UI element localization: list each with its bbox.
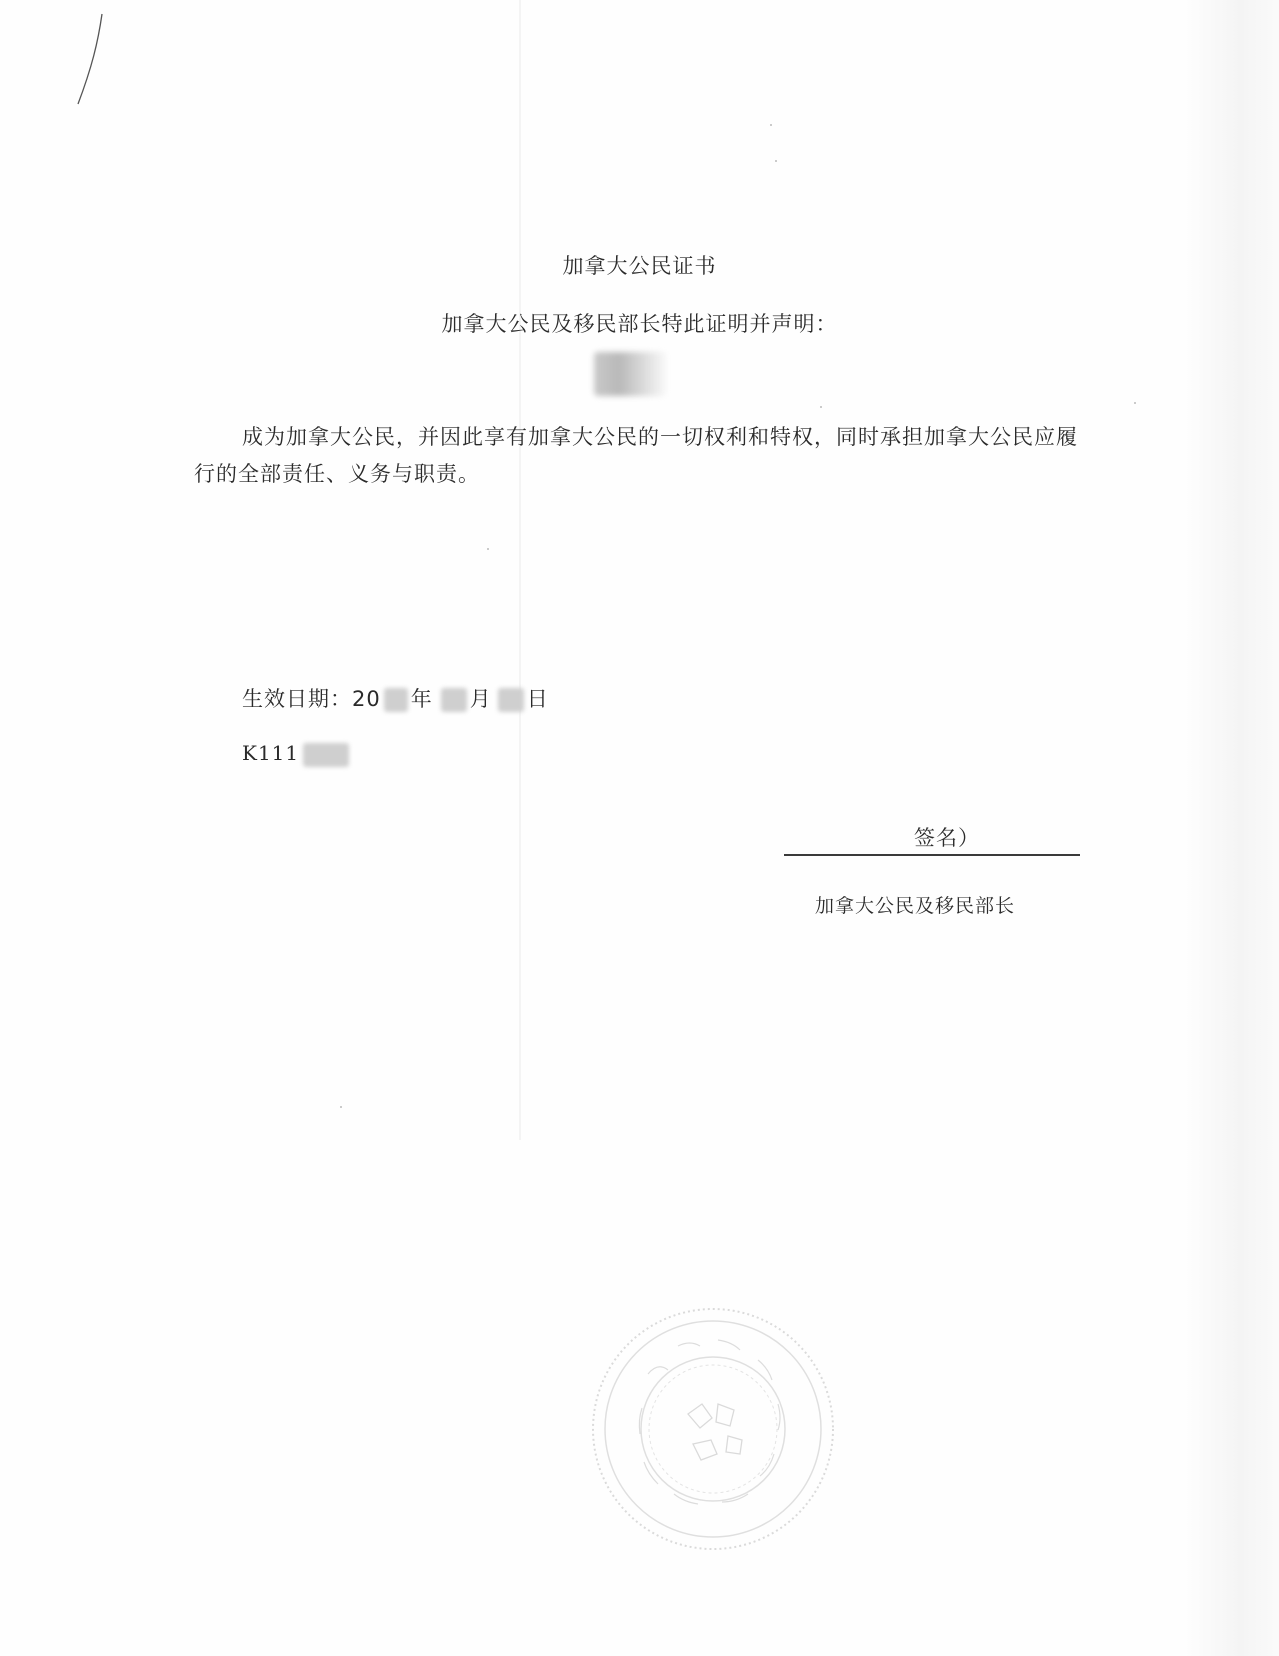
certificate-number-prefix: K111 (242, 741, 300, 765)
scan-speck (770, 124, 772, 126)
redacted-day (498, 688, 524, 712)
redacted-certificate-number (303, 743, 349, 767)
redacted-name (594, 352, 666, 396)
scan-speck (487, 548, 489, 550)
redacted-year (384, 688, 408, 712)
effective-date (242, 683, 549, 713)
year-unit: 年 (410, 687, 433, 711)
certificate-body (194, 419, 1082, 493)
signature-line (784, 854, 1080, 856)
month-unit: 月 (469, 687, 492, 711)
scan-edge-shadow (1184, 0, 1279, 1656)
certificate-number (242, 741, 352, 767)
scan-speck (775, 160, 777, 162)
signer-title: 加拿大公民及移民部长 (815, 895, 1016, 917)
embossed-seal-icon (588, 1304, 838, 1554)
scan-speck (1134, 402, 1136, 404)
day-unit: 日 (526, 687, 549, 711)
pen-stroke-mark (70, 12, 110, 107)
year-prefix: 20 (352, 687, 381, 711)
certificate-body-text: 成为加拿大公民，并因此享有加拿大公民的一切权利和特权，同时承担加拿大公民应履行的全部责任、义务与职责。 (194, 425, 1078, 486)
declaration-line: 加拿大公民及移民部长特此证明并声明： (441, 312, 838, 336)
effective-date-label: 生效日期： (242, 687, 352, 711)
signature-block (784, 822, 1080, 856)
redacted-month (441, 688, 467, 712)
scan-speck (340, 1106, 342, 1108)
certificate-title: 加拿大公民证书 (562, 254, 717, 278)
signature-caption: 签名） (914, 826, 980, 850)
scan-speck (820, 406, 822, 408)
scan-fold-line (519, 0, 521, 1140)
